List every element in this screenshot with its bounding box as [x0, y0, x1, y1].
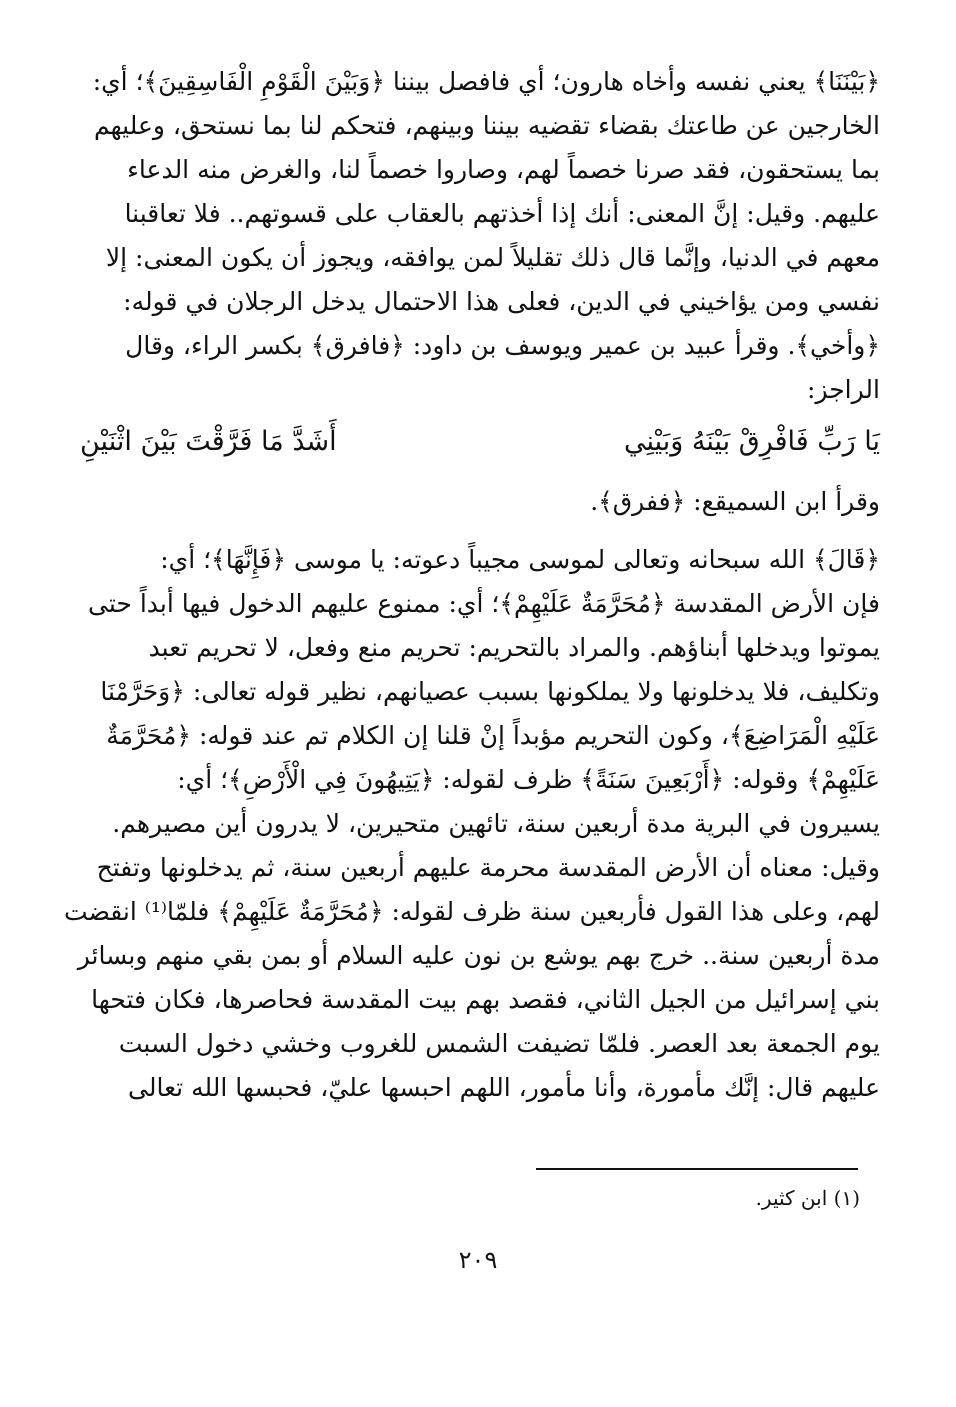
text-line: بني إسرائيل من الجيل الثاني، فقصد بهم بيت المقدسة فحاصرها، فكان فتحها: [91, 985, 880, 1014]
paragraph-3: [64, 538, 880, 1110]
main-text: [80, 60, 880, 412]
text-line: ﴿وأخي﴾. وقرأ عبيد بن عمير ويوسف بن داود: ﴿فافرق﴾ بكسر الراء، وقال: [125, 331, 880, 360]
text-line: بما يستحقون، فقد صرنا خصماً لهم، وصاروا خصماً لنا، والغرض منه الدعاء: [127, 155, 880, 184]
text-line: عليهم قال: إنَّك مأمورة، وأنا مأمور، اللهم احبسها عليّ، فحبسها الله تعالى: [128, 1073, 880, 1102]
text-line: عليهم. وقيل: إنَّ المعنى: أنك إذا أخذتهم بالعقاب على قسوتهم.. فلا تعاقبنا: [124, 199, 880, 228]
text-line: عَلَيْهِ الْمَرَاضِعَ﴾، وكون التحريم مؤبداً إنْ قلنا إن الكلام تم عند قوله: ﴿مُحَرَّمَةٌ: [106, 721, 880, 750]
verse-first-hemistich: يَا رَبِّ فَافْرِقْ بَيْنَهُ وَبَيْنِي: [623, 426, 880, 457]
page-number: ٢٠٩: [458, 1246, 498, 1274]
text-line: الراجز:: [807, 375, 880, 404]
text-line: عَلَيْهِمْ﴾ وقوله: ﴿أَرْبَعِينَ سَنَةً﴾ ظرف لقوله: ﴿يَتِيهُونَ فِي الْأَرْضِ﴾؛ أي:: [177, 765, 880, 794]
paragraph-2: [80, 480, 880, 524]
main-text-continued: [64, 480, 880, 1110]
poetry-verse: [80, 426, 880, 476]
verse-second-hemistich: أَشَدَّ مَا فَرَّقْتَ بَيْنَ اثْنَيْنِ: [80, 426, 337, 457]
text-line: مدة أربعين سنة.. خرج بهم يوشع بن نون عليه السلام أو بمن بقي منهم وبسائر: [77, 941, 880, 970]
text-line: معهم في الدنيا، وإنَّما قال ذلك تقليلاً لمن يوافقه، ويجوز أن يكون المعنى: إلا: [105, 243, 880, 272]
footnote: (١) ابن كثير.: [755, 1186, 860, 1210]
text-line: الخارجين عن طاعتك بقضاء تقضيه بيننا وبينهم، فتحكم لنا بما نستحق، وعليهم: [94, 111, 880, 140]
paragraph-1: [80, 60, 880, 412]
text-line: ﴿قَالَ﴾ الله سبحانه وتعالى لموسى مجيباً دعوته: يا موسى ﴿فَإِنَّهَا﴾؛ أي:: [160, 545, 880, 574]
text-line: وقرأ ابن السميقع: ﴿ففرق﴾.: [590, 487, 880, 516]
text-line: يموتوا ويدخلها أبناؤهم. والمراد بالتحريم: تحريم منع وفعل، لا تحريم تعبد: [148, 633, 880, 662]
text-line: يوم الجمعة بعد العصر. فلمّا تضيفت الشمس للغروب وخشي دخول السبت: [118, 1029, 880, 1058]
text-line: ﴿بَيْنَنَا﴾ يعني نفسه وأخاه هارون؛ أي فافصل بيننا ﴿وَبَيْنَ الْقَوْمِ الْفَاسِقِينَ﴾؛ أي:: [92, 67, 880, 96]
text-line: وتكليف، فلا يدخلونها ولا يملكونها بسبب عصيانهم، نظير قوله تعالى: ﴿وَحَرَّمْنَا: [100, 677, 880, 706]
footnote-divider: [536, 1168, 858, 1170]
text-line: لهم، وعلى هذا القول فأربعين سنة ظرف لقوله: ﴿مُحَرَّمَةٌ عَلَيْهِمْ﴾ فلمّا⁽¹⁾ انقضت: [64, 897, 880, 926]
text-line: فإن الأرض المقدسة ﴿مُحَرَّمَةٌ عَلَيْهِمْ﴾؛ أي: ممنوع عليهم الدخول فيها أبداً حتى: [88, 589, 880, 618]
text-line: نفسي ومن يؤاخيني في الدين، فعلى هذا الاحتمال يدخل الرجلان في قوله:: [123, 287, 880, 316]
text-line: يسيرون في البرية مدة أربعين سنة، تائهين متحيرين، لا يدرون أين مصيرهم.: [112, 809, 880, 838]
text-line: وقيل: معناه أن الأرض المقدسة محرمة عليهم أربعين سنة، ثم يدخلونها وتفتح: [96, 853, 880, 882]
